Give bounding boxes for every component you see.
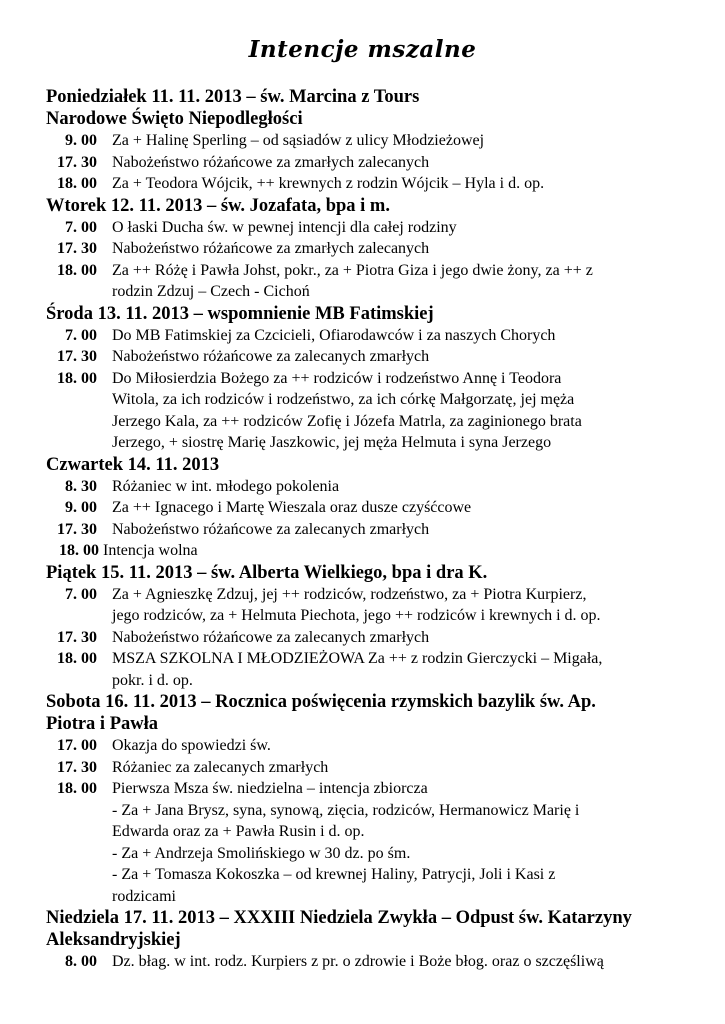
intention-line: Nabożeństwo różańcowe za zalecanych zmarłych: [112, 520, 430, 538]
mass-entry: [46, 368, 686, 454]
intention-line: Jerzego Kala, za ++ rodziców Zofię i Józefa Matrla, za zaginionego brata: [112, 412, 582, 430]
mass-entry: [46, 519, 686, 541]
day-heading: Czwartek 14. 11. 2013: [46, 454, 220, 475]
mass-time: 7. 00: [65, 218, 97, 236]
day-heading: Środa 13. 11. 2013 – wspomnienie MB Fatimskiej: [46, 303, 434, 324]
day-section: [46, 195, 686, 303]
mass-intention: [97, 778, 686, 907]
mass-entry: [46, 540, 686, 562]
intention-line: - Za + Andrzeja Smolińskiego w 30 dz. po śm.: [112, 844, 411, 862]
intention-line: - Za + Jana Brysz, syna, synową, zięcia, rodziców, Hermanowicz Marię i: [112, 801, 580, 819]
mass-entry: [46, 173, 686, 195]
day-heading: Aleksandryjskiej: [46, 930, 181, 950]
mass-entry: [46, 584, 686, 627]
mass-entry: [46, 217, 686, 239]
mass-entry: [46, 735, 686, 757]
day-heading: Piątek 15. 11. 2013 – św. Alberta Wielkiego, bpa i dra K.: [46, 562, 488, 583]
intention-line: O łaski Ducha św. w pewnej intencji dla całej rodziny: [112, 218, 457, 236]
intention-line: Nabożeństwo różańcowe za zalecanych zmarłych: [112, 628, 430, 646]
day-heading: Narodowe Święto Niepodległości: [46, 109, 303, 129]
mass-entry: [46, 627, 686, 649]
mass-intention: [97, 627, 686, 649]
intention-line: Intencja wolna: [103, 542, 198, 559]
intention-line: Jerzego, + siostrę Marię Jaszkowic, jej męża Helmuta i syna Jerzego: [112, 434, 552, 451]
mass-intention: [99, 540, 686, 562]
day-section: [46, 454, 686, 562]
intention-line: Witola, za ich rodziców i rodzeństwo, za ich córkę Małgorzatę, jej męża: [112, 391, 575, 408]
mass-intention: [97, 368, 686, 454]
mass-time: 17. 30: [57, 758, 97, 776]
mass-intention: [97, 130, 686, 152]
mass-entry: [46, 130, 686, 152]
mass-intention: [97, 951, 686, 973]
intention-line: Różaniec za zalecanych zmarłych: [112, 758, 329, 776]
mass-intention: [97, 497, 686, 519]
mass-time: 18. 00: [57, 261, 97, 279]
day-heading: Niedziela 17. 11. 2013 – XXXIII Niedziela Zwykła – Odpust św. Katarzyny: [46, 908, 632, 928]
mass-time: 17. 30: [57, 520, 97, 538]
intention-line: Za ++ Ignacego i Martę Wieszala oraz dusze czyśćcowe: [112, 499, 472, 516]
mass-intention: [97, 217, 686, 239]
mass-time: 7. 00: [65, 585, 97, 603]
intention-line: Różaniec w int. młodego pokolenia: [112, 477, 340, 495]
mass-time: 18. 00: [57, 369, 97, 387]
day-section: [46, 691, 686, 907]
intention-line: Do MB Fatimskiej za Czcicieli, Ofiarodawców i za naszych Chorych: [112, 326, 556, 344]
intention-line: rodzicami: [112, 887, 176, 905]
mass-entry: [46, 497, 686, 519]
mass-entry: [46, 325, 686, 347]
intention-line: Okazja do spowiedzi św.: [112, 737, 271, 754]
mass-entry: [46, 346, 686, 368]
day-section: [46, 86, 686, 195]
intention-line: Za + Halinę Sperling – od sąsiadów z ulicy Młodzieżowej: [112, 132, 485, 149]
mass-time: 8. 00: [65, 953, 97, 970]
day-heading: Sobota 16. 11. 2013 – Rocznica poświęcenia rzymskich bazylik św. Ap.: [46, 692, 596, 712]
mass-intention: [97, 476, 686, 498]
mass-intention: [97, 346, 686, 368]
intention-line: - Za + Tomasza Kokoszka – od krewnej Haliny, Patrycji, Joli i Kasi z: [112, 866, 556, 883]
intention-line: jego rodziców, za + Helmuta Piechota, jego ++ rodziców i krewnych i d. op.: [112, 607, 601, 624]
page-title: Intencje mszalne: [248, 36, 477, 63]
mass-time: 18. 00: [57, 175, 97, 192]
intention-line: Pierwsza Msza św. niedzielna – intencja zbiorcza: [112, 780, 428, 797]
mass-time: 18. 00: [57, 780, 97, 797]
intention-line: Nabożeństwo różańcowe za zmarłych zalecanych: [112, 240, 430, 257]
intention-line: rodzin Zdzuj – Czech - Cichoń: [112, 283, 310, 300]
mass-intention: [97, 757, 686, 779]
mass-time: 17. 30: [57, 628, 97, 646]
mass-intention: [97, 238, 686, 260]
mass-time: 17. 30: [57, 348, 97, 365]
mass-time: 7. 00: [65, 326, 97, 344]
mass-intention: [97, 325, 686, 347]
intention-line: Za ++ Różę i Pawła Johst, pokr., za + Piotra Giza i jego dwie żony, za ++ z: [112, 261, 593, 279]
mass-intention: [97, 152, 686, 174]
mass-intention: [97, 519, 686, 541]
mass-time: 17. 00: [57, 737, 97, 754]
mass-entry: [46, 648, 686, 691]
day-heading: Piotra i Pawła: [46, 714, 159, 734]
intentions-list: [46, 86, 686, 973]
mass-entry: [46, 238, 686, 260]
mass-time: 18. 00: [57, 650, 97, 667]
day-heading: Poniedziałek 11. 11. 2013 – św. Marcina z Tours: [46, 87, 420, 107]
mass-time: 17. 30: [57, 153, 97, 171]
mass-intention: [97, 648, 686, 691]
intention-line: Dz. błag. w int. rodz. Kurpiers z pr. o zdrowie i Boże błog. oraz o szczęśliwą: [112, 953, 604, 970]
mass-intention: [97, 735, 686, 757]
day-section: [46, 907, 686, 973]
mass-entry: [46, 757, 686, 779]
day-heading: Wtorek 12. 11. 2013 – św. Jozafata, bpa i m.: [46, 195, 390, 216]
intention-line: Nabożeństwo różańcowe za zalecanych zmarłych: [112, 348, 430, 365]
mass-entry: [46, 951, 686, 973]
intention-line: Nabożeństwo różańcowe za zmarłych zalecanych: [112, 153, 430, 171]
mass-intention: [97, 260, 686, 303]
mass-time: 8. 30: [65, 477, 97, 495]
intention-line: pokr. i d. op.: [112, 671, 193, 689]
mass-intention: [97, 584, 686, 627]
day-section: [46, 562, 686, 692]
mass-time: 18. 00: [59, 542, 99, 559]
mass-entry: [46, 152, 686, 174]
day-section: [46, 303, 686, 454]
mass-time: 17. 30: [57, 240, 97, 257]
mass-entry: [46, 778, 686, 907]
intention-line: Za + Agnieszkę Zdzuj, jej ++ rodziców, rodzeństwo, za + Piotra Kurpierz,: [112, 585, 587, 603]
intention-line: Do Miłosierdzia Bożego za ++ rodziców i rodzeństwo Annę i Teodora: [112, 369, 562, 387]
mass-time: 9. 00: [65, 499, 97, 516]
mass-intention: [97, 173, 686, 195]
intention-line: Edwarda oraz za + Pawła Rusin i d. op.: [112, 823, 365, 840]
mass-entry: [46, 476, 686, 498]
mass-entry: [46, 260, 686, 303]
mass-time: 9. 00: [65, 132, 97, 149]
intention-line: MSZA SZKOLNA I MŁODZIEŻOWA Za ++ z rodzin Gierczycki – Migała,: [112, 650, 603, 667]
intention-line: Za + Teodora Wójcik, ++ krewnych z rodzin Wójcik – Hyla i d. op.: [112, 175, 545, 192]
